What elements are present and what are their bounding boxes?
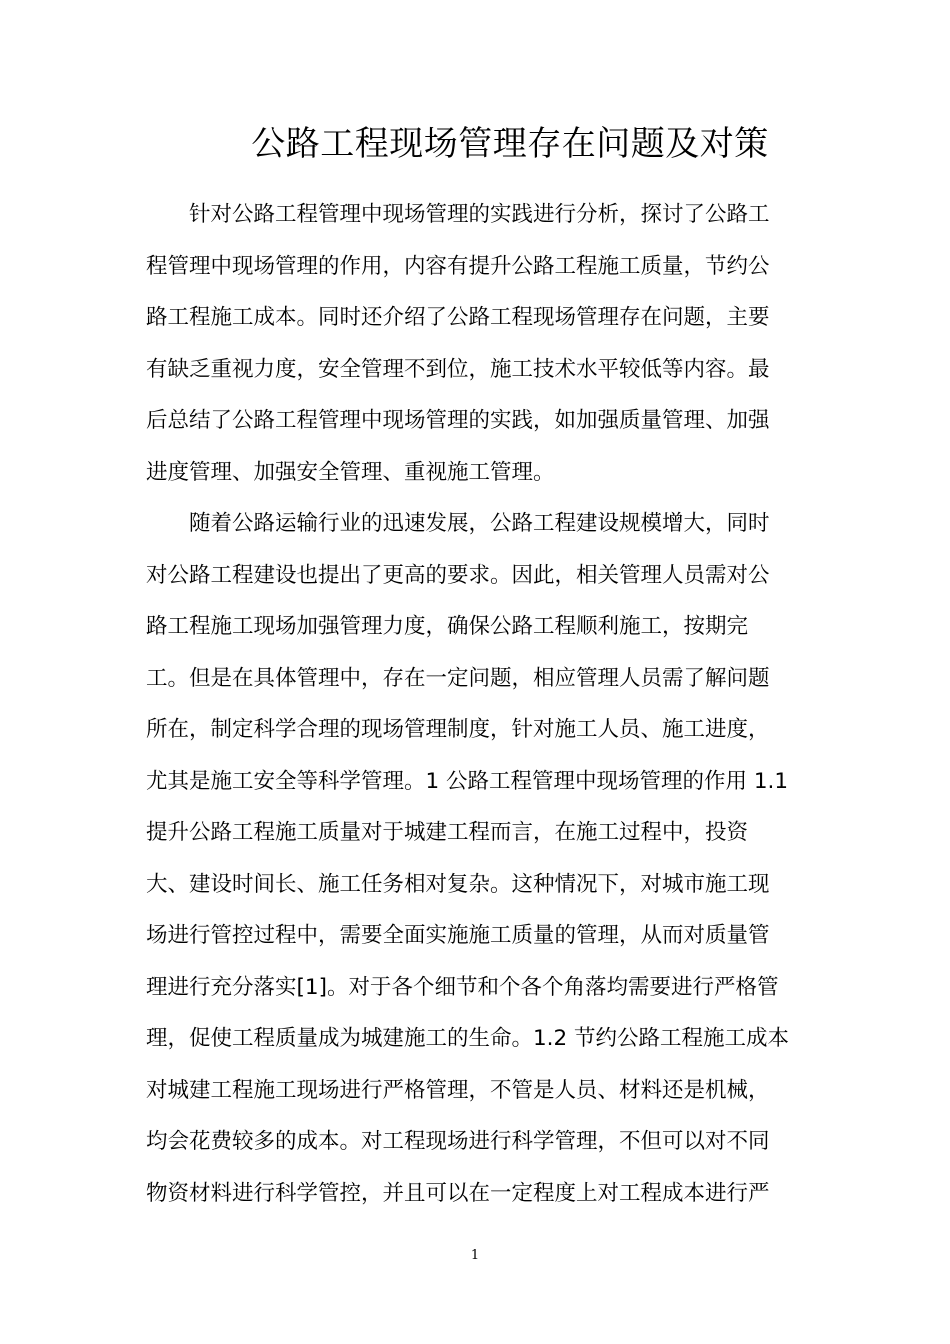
paragraph-line: 尤其是施工安全等科学管理。1 公路工程管理中现场管理的作用 1.1 xyxy=(146,768,789,794)
paragraph-line: 大、建设时间长、施工任务相对复杂。这种情况下，对城市施工现 xyxy=(146,871,770,897)
paragraph-line: 理，促使工程质量成为城建施工的生命。1.2 节约公路工程施工成本 xyxy=(146,1026,790,1051)
page-number: 1 xyxy=(470,1248,480,1263)
paragraph-line: 随着公路运输行业的迅速发展，公路工程建设规模增大，同时 xyxy=(189,511,770,536)
paragraph-line: 工。但是在具体管理中，存在一定问题，相应管理人员需了解问题 xyxy=(146,665,770,691)
paragraph-line: 后总结了公路工程管理中现场管理的实践，如加强质量管理、加强 xyxy=(146,408,770,433)
paragraph-line: 理进行充分落实[1]。对于各个细节和个各个角落均需要进行严格管 xyxy=(146,974,779,1000)
paragraph-line: 进度管理、加强安全管理、重视施工管理。 xyxy=(146,459,555,485)
paragraph-line: 针对公路工程管理中现场管理的实践进行分析，探讨了公路工 xyxy=(189,202,770,227)
document-body xyxy=(146,189,826,1219)
document-title: 公路工程现场管理存在问题及对策 xyxy=(251,124,769,164)
paragraph-line: 提升公路工程施工质量对于城建工程而言，在施工过程中，投资 xyxy=(146,820,749,845)
paragraph-line: 物资材料进行科学管控，并且可以在一定程度上对工程成本进行严 xyxy=(146,1180,770,1206)
paragraph-line: 路工程施工成本。同时还介绍了公路工程现场管理存在问题，主要 xyxy=(146,305,770,330)
paragraph-line: 所在，制定科学合理的现场管理制度，针对施工人员、施工进度， xyxy=(146,717,770,742)
paragraph-line: 路工程施工现场加强管理力度，确保公路工程顺利施工，按期完 xyxy=(146,614,749,639)
paragraph-line: 场进行管控过程中，需要全面实施施工质量的管理，从而对质量管 xyxy=(146,923,770,948)
paragraph-line: 对公路工程建设也提出了更高的要求。因此，相关管理人员需对公 xyxy=(146,562,770,588)
paragraph-line: 对城建工程施工现场进行严格管理，不管是人员、材料还是机械， xyxy=(146,1077,770,1103)
paragraph-line: 程管理中现场管理的作用，内容有提升公路工程施工质量，节约公 xyxy=(146,253,770,279)
paragraph-line: 均会花费较多的成本。对工程现场进行科学管理，不但可以对不同 xyxy=(146,1129,770,1154)
paragraph-line: 有缺乏重视力度，安全管理不到位，施工技术水平较低等内容。最 xyxy=(146,356,770,382)
